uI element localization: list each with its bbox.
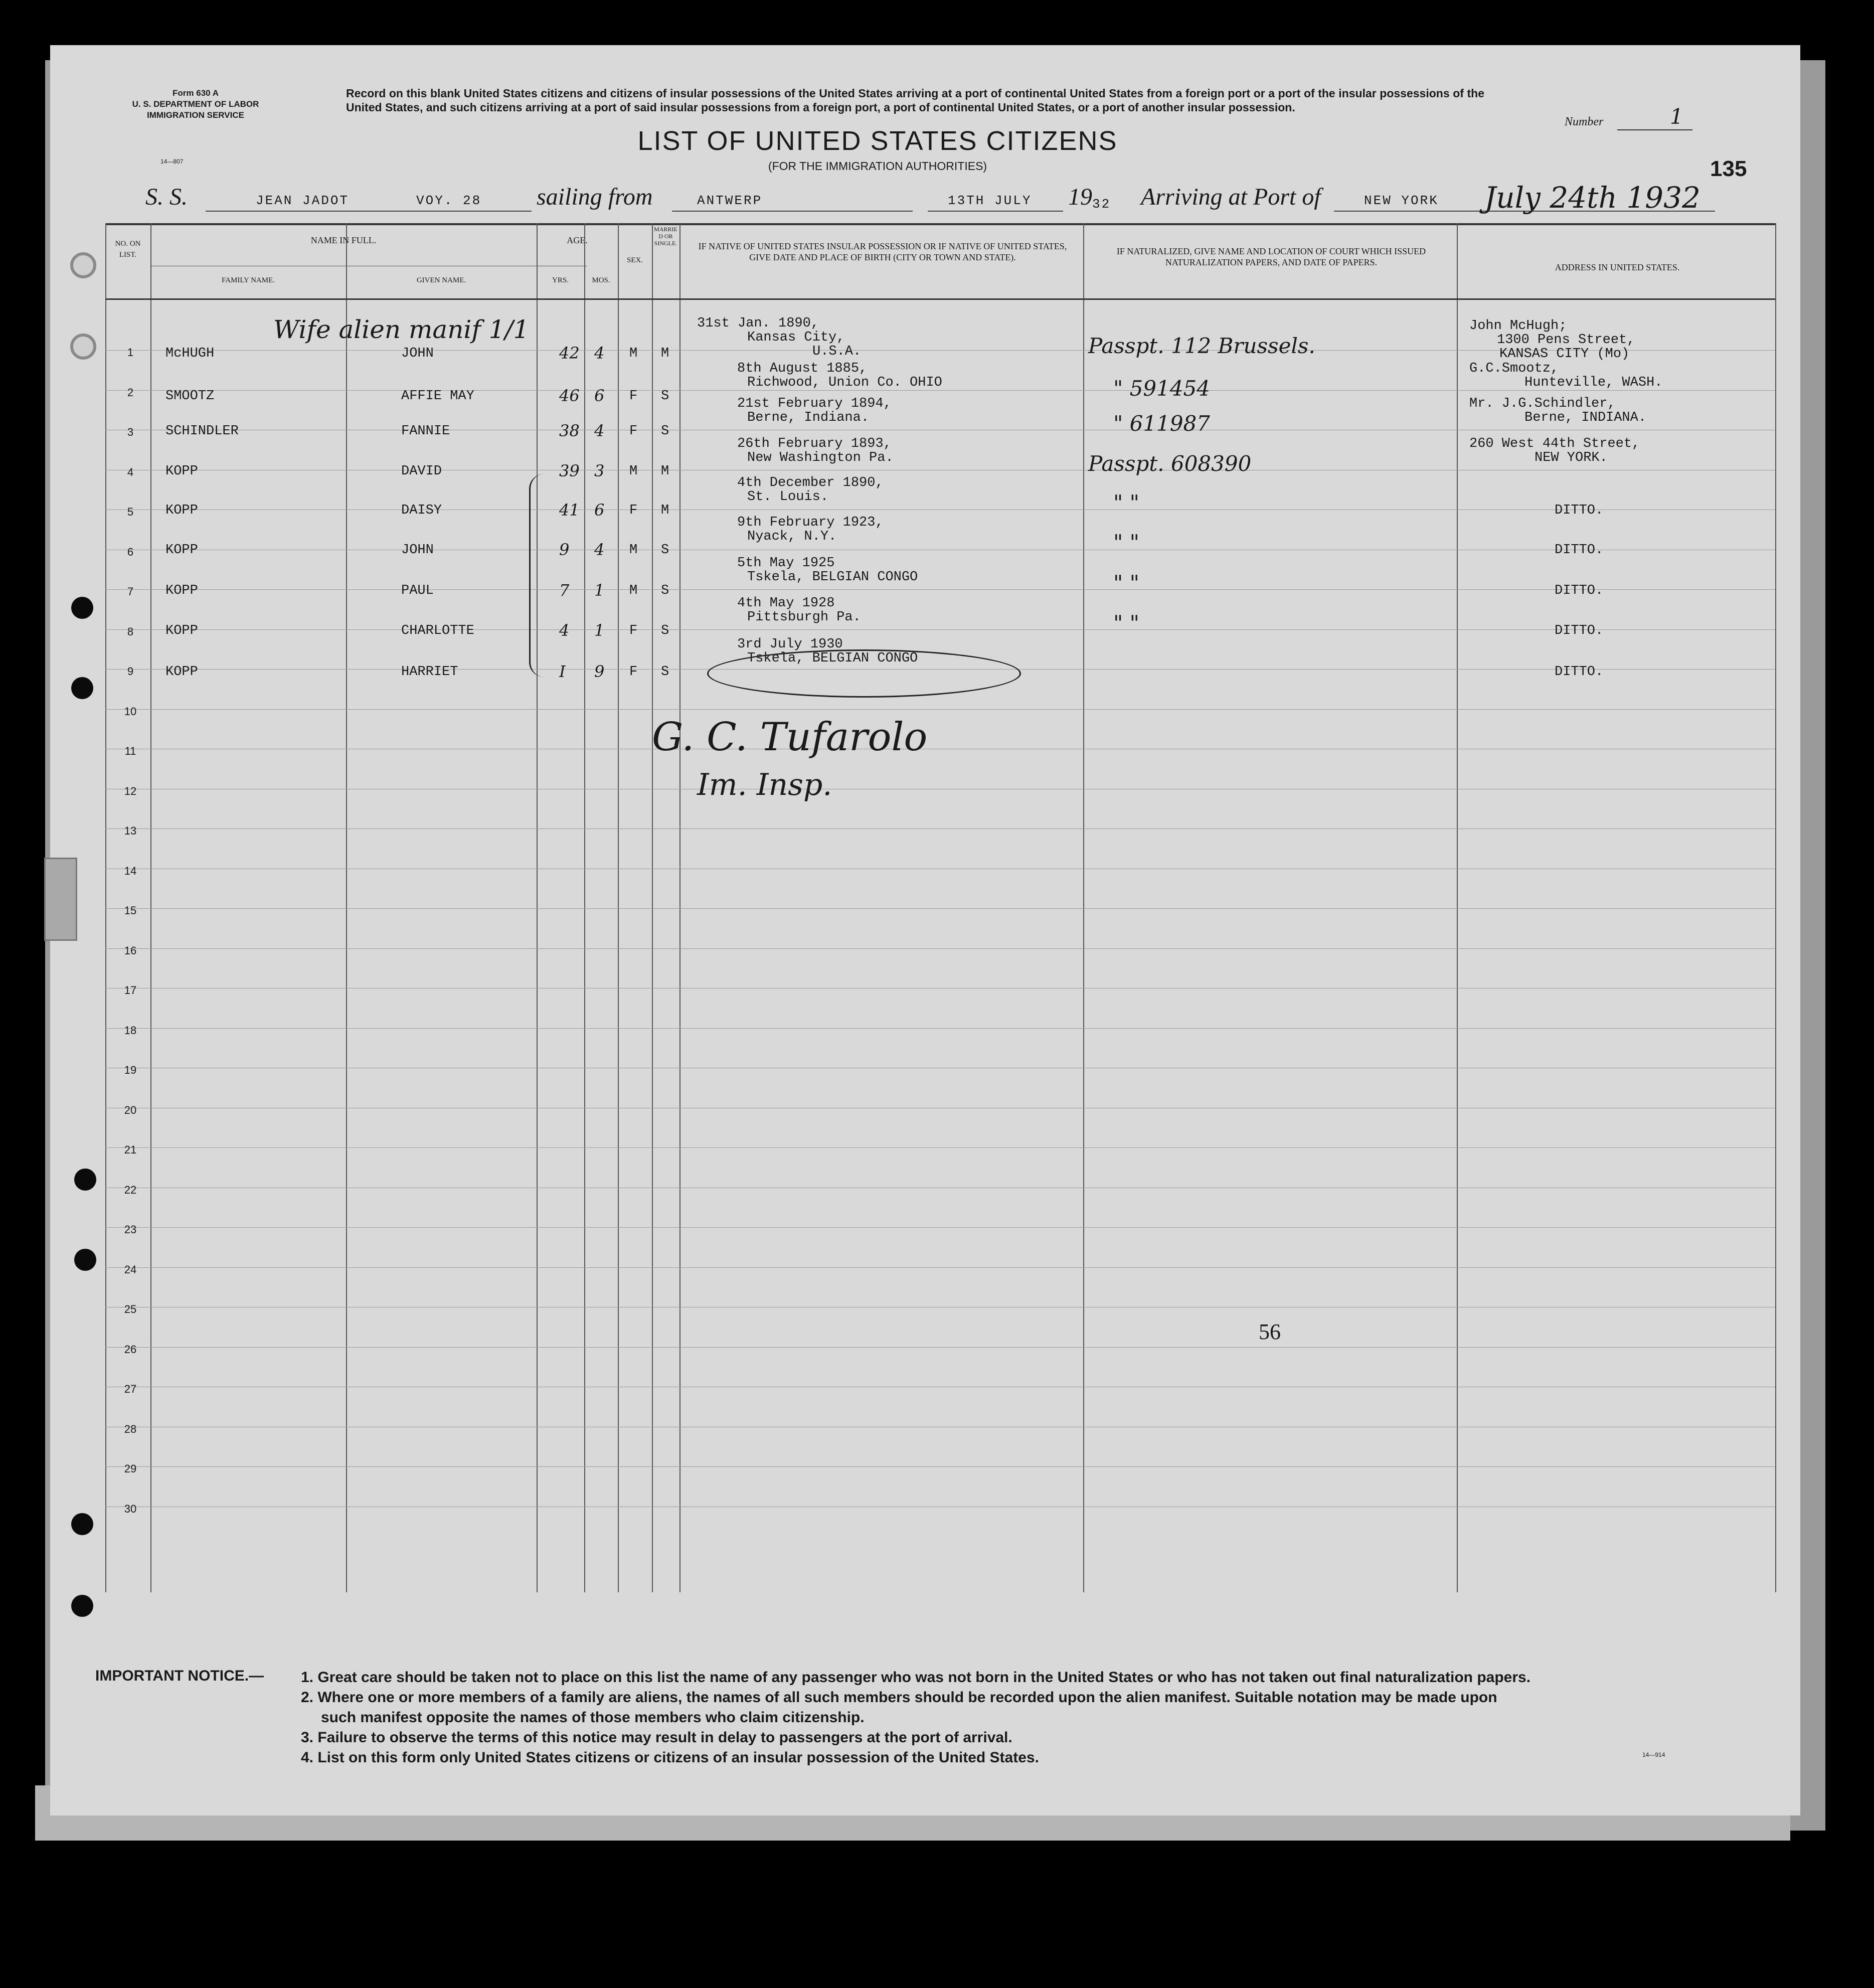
age-months: 1 (594, 581, 605, 600)
age-years: 9 (559, 540, 570, 559)
family-name: McHUGH (165, 346, 215, 361)
header-married-single: MARRIED OR SINGLE. (654, 226, 677, 247)
manifest-table (105, 223, 1775, 1594)
form-code-top: 14—807 (160, 158, 184, 165)
header-given-name: GIVEN NAME. (416, 276, 466, 284)
header-bottom (105, 298, 1775, 300)
address-line: Mr. J.G.Schindler, (1469, 396, 1616, 411)
header-birth: IF NATIVE OF UNITED STATES INSULAR POSSESSION OR IF NATIVE OF UNITED STATES, GIVE DATE AND PLACE OF BIRTH (CITY OR TOWN AND STATE). (698, 241, 1067, 262)
marital-status: M (661, 464, 669, 479)
punch-hole (71, 677, 93, 699)
naturalization: " 591454 (1113, 376, 1210, 401)
header-yrs: YRS. (552, 276, 569, 284)
birth-date: 21st February 1894, (737, 396, 892, 411)
birth-date: 9th February 1923, (737, 515, 884, 530)
circled-entry (707, 649, 1021, 698)
arrival-port: NEW YORK (1364, 193, 1439, 208)
header-sex: SEX. (626, 256, 643, 264)
row-line (105, 1267, 1775, 1268)
birth-country: U.S.A. (812, 344, 862, 359)
row-line (105, 1466, 1775, 1467)
row-number: 16 (124, 944, 137, 957)
birth-place: New Washington Pa. (747, 450, 894, 465)
row-number: 24 (124, 1263, 137, 1276)
birth-place: Tskela, BELGIAN CONGO (747, 570, 918, 585)
given-name: AFFIE MAY (401, 389, 474, 404)
age-months: 6 (594, 501, 605, 520)
row-number: 27 (124, 1383, 137, 1395)
sex: F (629, 623, 638, 638)
age-months: 6 (594, 386, 605, 405)
notice-line: 1. Great care should be taken not to place on this list the name of any passenger who was not born in the United States or who has not taken out final naturalization papers. (301, 1669, 1531, 1686)
address-line: DITTO. (1555, 503, 1604, 518)
birth-place: Nyack, N.Y. (747, 529, 837, 544)
notice-line: 2. Where one or more members of a family are aliens, the names of all such members should be recorded upon the alien manifest. Suitable notation may be made upon (301, 1689, 1497, 1706)
family-name: KOPP (165, 543, 198, 558)
header-age: AGE. (567, 235, 588, 245)
punch-hole-ring (70, 334, 96, 360)
age-years: 39 (559, 461, 580, 480)
naturalization: " " (1113, 490, 1139, 515)
age-months: 4 (594, 344, 605, 363)
row-number: 17 (124, 984, 137, 997)
birth-place: Kansas City, (747, 330, 845, 345)
marital-status: S (661, 424, 669, 439)
header-mos: MOS. (592, 276, 610, 284)
sex: M (629, 464, 638, 479)
arriving-label: Arriving at Port of (1141, 184, 1321, 210)
notice-line: such manifest opposite the names of those members who claim citizenship. (321, 1709, 865, 1726)
birth-place: Richwood, Union Co. OHIO (747, 375, 942, 390)
row-number: 18 (124, 1024, 137, 1037)
row-number: 14 (124, 864, 137, 877)
row-number: 22 (124, 1183, 137, 1196)
naturalization: Passpt. 608390 (1088, 451, 1252, 476)
row-line (105, 629, 1775, 630)
number-value: 1 (1670, 104, 1683, 129)
arrival-date: July 24th 1932 (1484, 181, 1700, 215)
age-years: 4 (559, 621, 570, 640)
age-years: 46 (559, 386, 580, 405)
age-years: 7 (559, 581, 570, 600)
sex: M (629, 543, 638, 558)
given-name: PAUL (401, 583, 434, 598)
alien-manifest-note: Wife alien manif 1/1 (273, 315, 530, 344)
header-naturalized: IF NATURALIZED, GIVE NAME AND LOCATION OF COURT WHICH ISSUED NATURALIZATION PAPERS, AND DATE OF PAPERS. (1116, 246, 1426, 267)
row-line (105, 1028, 1775, 1029)
row-number: 25 (124, 1303, 137, 1315)
voyage-number: VOY. 28 (416, 193, 482, 208)
birth-date: 26th February 1893, (737, 436, 892, 451)
row-line (105, 1227, 1775, 1228)
row-number: 15 (124, 904, 137, 917)
address-line: John McHugh; (1469, 318, 1567, 334)
sex: F (629, 389, 638, 404)
row-number: 2 (127, 386, 134, 399)
row-line (105, 1147, 1775, 1148)
sail-date: 13TH JULY (948, 193, 1032, 208)
family-brace (529, 474, 551, 677)
notice-code: 14—914 (1642, 1751, 1665, 1758)
marital-status: M (661, 346, 669, 361)
notice-line: 3. Failure to observe the terms of this notice may result in delay to passengers at the port of arrival. (301, 1729, 1012, 1746)
given-name: DAVID (401, 464, 442, 479)
family-name: KOPP (165, 583, 198, 598)
sex: F (629, 424, 638, 439)
form-instructions: Record on this blank United States citizens and citizens of insular possessions of the United States arriving at a port of continental United States from a foreign port or a port of the insular possessions of the United States, and such citizens arriving at a port of said insular possessions from a foreign port, a port of continental United States, or a port of another insular possession. (346, 87, 1484, 114)
row-number: 13 (124, 824, 137, 837)
given-name: DAISY (401, 503, 442, 518)
year-prefix: 19 (1068, 184, 1092, 210)
naturalization: " " (1113, 571, 1139, 595)
naturalization: " " (1113, 530, 1139, 555)
page-number: 56 (1259, 1319, 1281, 1344)
header-name-in-full: NAME IN FULL. (310, 235, 377, 245)
birth-place: Berne, Indiana. (747, 410, 870, 425)
family-name: KOPP (165, 665, 198, 680)
age-years: 41 (559, 501, 580, 520)
ss-label: S. S. (145, 184, 188, 210)
header-family-name: FAMILY NAME. (222, 276, 275, 284)
notice-line: 4. List on this form only United States citizens or citizens of an insular possession of the United States. (301, 1749, 1039, 1766)
header-no: NO. ON LIST. (115, 240, 141, 259)
birth-place: Pittsburgh Pa. (747, 610, 861, 625)
page-subtitle: (FOR THE IMMIGRATION AUTHORITIES) (768, 159, 987, 173)
number-underline (1617, 129, 1692, 130)
row-line (105, 1347, 1775, 1348)
row-number: 3 (127, 426, 134, 438)
service: IMMIGRATION SERVICE (147, 110, 244, 120)
row-number: 11 (124, 745, 136, 757)
page-title: LIST OF UNITED STATES CITIZENS (637, 126, 1118, 156)
punch-hole (71, 1595, 93, 1617)
age-years: I (559, 662, 566, 681)
col-line (1775, 223, 1776, 1592)
sex: F (629, 503, 638, 518)
notice-list (301, 1668, 1770, 1768)
row-number: 28 (124, 1422, 137, 1435)
row-number: 9 (127, 665, 134, 678)
row-line (105, 709, 1775, 710)
row-line (105, 948, 1775, 949)
given-name: FANNIE (401, 424, 450, 439)
row-line (105, 589, 1775, 590)
number-label: Number (1565, 115, 1604, 128)
age-years: 42 (559, 344, 580, 363)
punch-hole (74, 1169, 96, 1191)
address-line: 260 West 44th Street, (1469, 436, 1640, 451)
row-number: 7 (127, 585, 134, 598)
address-line: KANSAS CITY (Mo) (1499, 347, 1630, 362)
family-name: KOPP (165, 623, 198, 638)
row-number: 4 (127, 465, 134, 478)
inspector-title: Im. Insp. (697, 767, 832, 802)
address-line: DITTO. (1555, 665, 1604, 680)
notice-title: IMPORTANT NOTICE.— (95, 1668, 264, 1684)
sex: F (629, 665, 638, 680)
given-name: CHARLOTTE (401, 623, 474, 638)
sex: M (629, 346, 638, 361)
date-underline (928, 211, 1063, 212)
row-number: 12 (124, 784, 137, 797)
from-underline (672, 211, 913, 212)
form-number: Form 630 A (173, 88, 219, 98)
inspector-signature: G. C. Tufarolo (652, 715, 928, 760)
ship-name: JEAN JADOT (256, 193, 350, 208)
marital-status: S (661, 623, 669, 638)
ship-underline (206, 211, 532, 212)
family-name: SMOOTZ (165, 389, 215, 404)
form-identifier (110, 88, 281, 121)
address-line: DITTO. (1555, 623, 1604, 638)
naturalization: " 611987 (1113, 411, 1210, 436)
marital-status: S (661, 583, 669, 598)
marital-status: S (661, 543, 669, 558)
marital-status: S (661, 665, 669, 680)
marital-status: M (661, 503, 669, 518)
given-name: HARRIET (401, 665, 458, 680)
address-line: NEW YORK. (1535, 450, 1608, 465)
age-months: 4 (594, 540, 605, 559)
family-name: KOPP (165, 503, 198, 518)
age-months: 9 (594, 662, 605, 681)
family-name: SCHINDLER (165, 424, 239, 439)
age-months: 1 (594, 621, 605, 640)
birth-place: Tskela, BELGIAN CONGO (747, 651, 918, 666)
row-number: 23 (124, 1223, 137, 1236)
age-months: 4 (594, 421, 605, 440)
punch-hole-ring (70, 252, 96, 278)
header-address: ADDRESS IN UNITED STATES. (1555, 262, 1680, 272)
sex: M (629, 583, 638, 598)
address-line: Berne, INDIANA. (1524, 410, 1647, 425)
marital-status: S (661, 389, 669, 404)
sheet-number: 135 (1710, 156, 1747, 181)
sailing-label: sailing from (537, 184, 653, 210)
family-name: KOPP (165, 464, 198, 479)
row-number: 19 (124, 1064, 137, 1076)
punch-hole (74, 1249, 96, 1271)
department: U. S. DEPARTMENT OF LABOR (132, 99, 259, 109)
address-line: DITTO. (1555, 543, 1604, 558)
birth-date: 8th August 1885, (737, 361, 868, 376)
year-suffix: 32 (1092, 197, 1111, 212)
birth-date: 4th December 1890, (737, 475, 884, 490)
row-number: 1 (127, 346, 134, 359)
birth-date: 5th May 1925 (737, 556, 835, 571)
address-line: 1300 Pens Street, (1497, 333, 1635, 348)
given-name: JOHN (401, 543, 434, 558)
address-line: G.C.Smootz, (1469, 361, 1559, 376)
age-months: 3 (594, 461, 605, 480)
row-line (105, 908, 1775, 909)
naturalization: Passpt. 112 Brussels. (1088, 334, 1315, 358)
row-number: 10 (124, 705, 137, 718)
row-number: 26 (124, 1343, 137, 1356)
age-years: 38 (559, 421, 580, 440)
row-number: 30 (124, 1502, 137, 1515)
row-number: 20 (124, 1103, 137, 1116)
row-number: 6 (127, 545, 134, 558)
paper-tab (44, 858, 77, 941)
from-port: ANTWERP (697, 193, 763, 208)
given-name: JOHN (401, 346, 434, 361)
row-number: 29 (124, 1462, 137, 1475)
birth-date: 4th May 1928 (737, 596, 835, 611)
naturalization: " " (1113, 611, 1139, 635)
birth-place: St. Louis. (747, 489, 829, 505)
address-line: Hunteville, WASH. (1524, 375, 1663, 390)
birth-date: 31st Jan. 1890, (697, 316, 819, 331)
row-number: 5 (127, 506, 134, 518)
address-line: DITTO. (1555, 583, 1604, 598)
row-number: 21 (124, 1143, 137, 1156)
punch-hole (71, 597, 93, 619)
birth-date: 3rd July 1930 (737, 637, 843, 652)
punch-hole (71, 1513, 93, 1535)
row-number: 8 (127, 625, 134, 638)
